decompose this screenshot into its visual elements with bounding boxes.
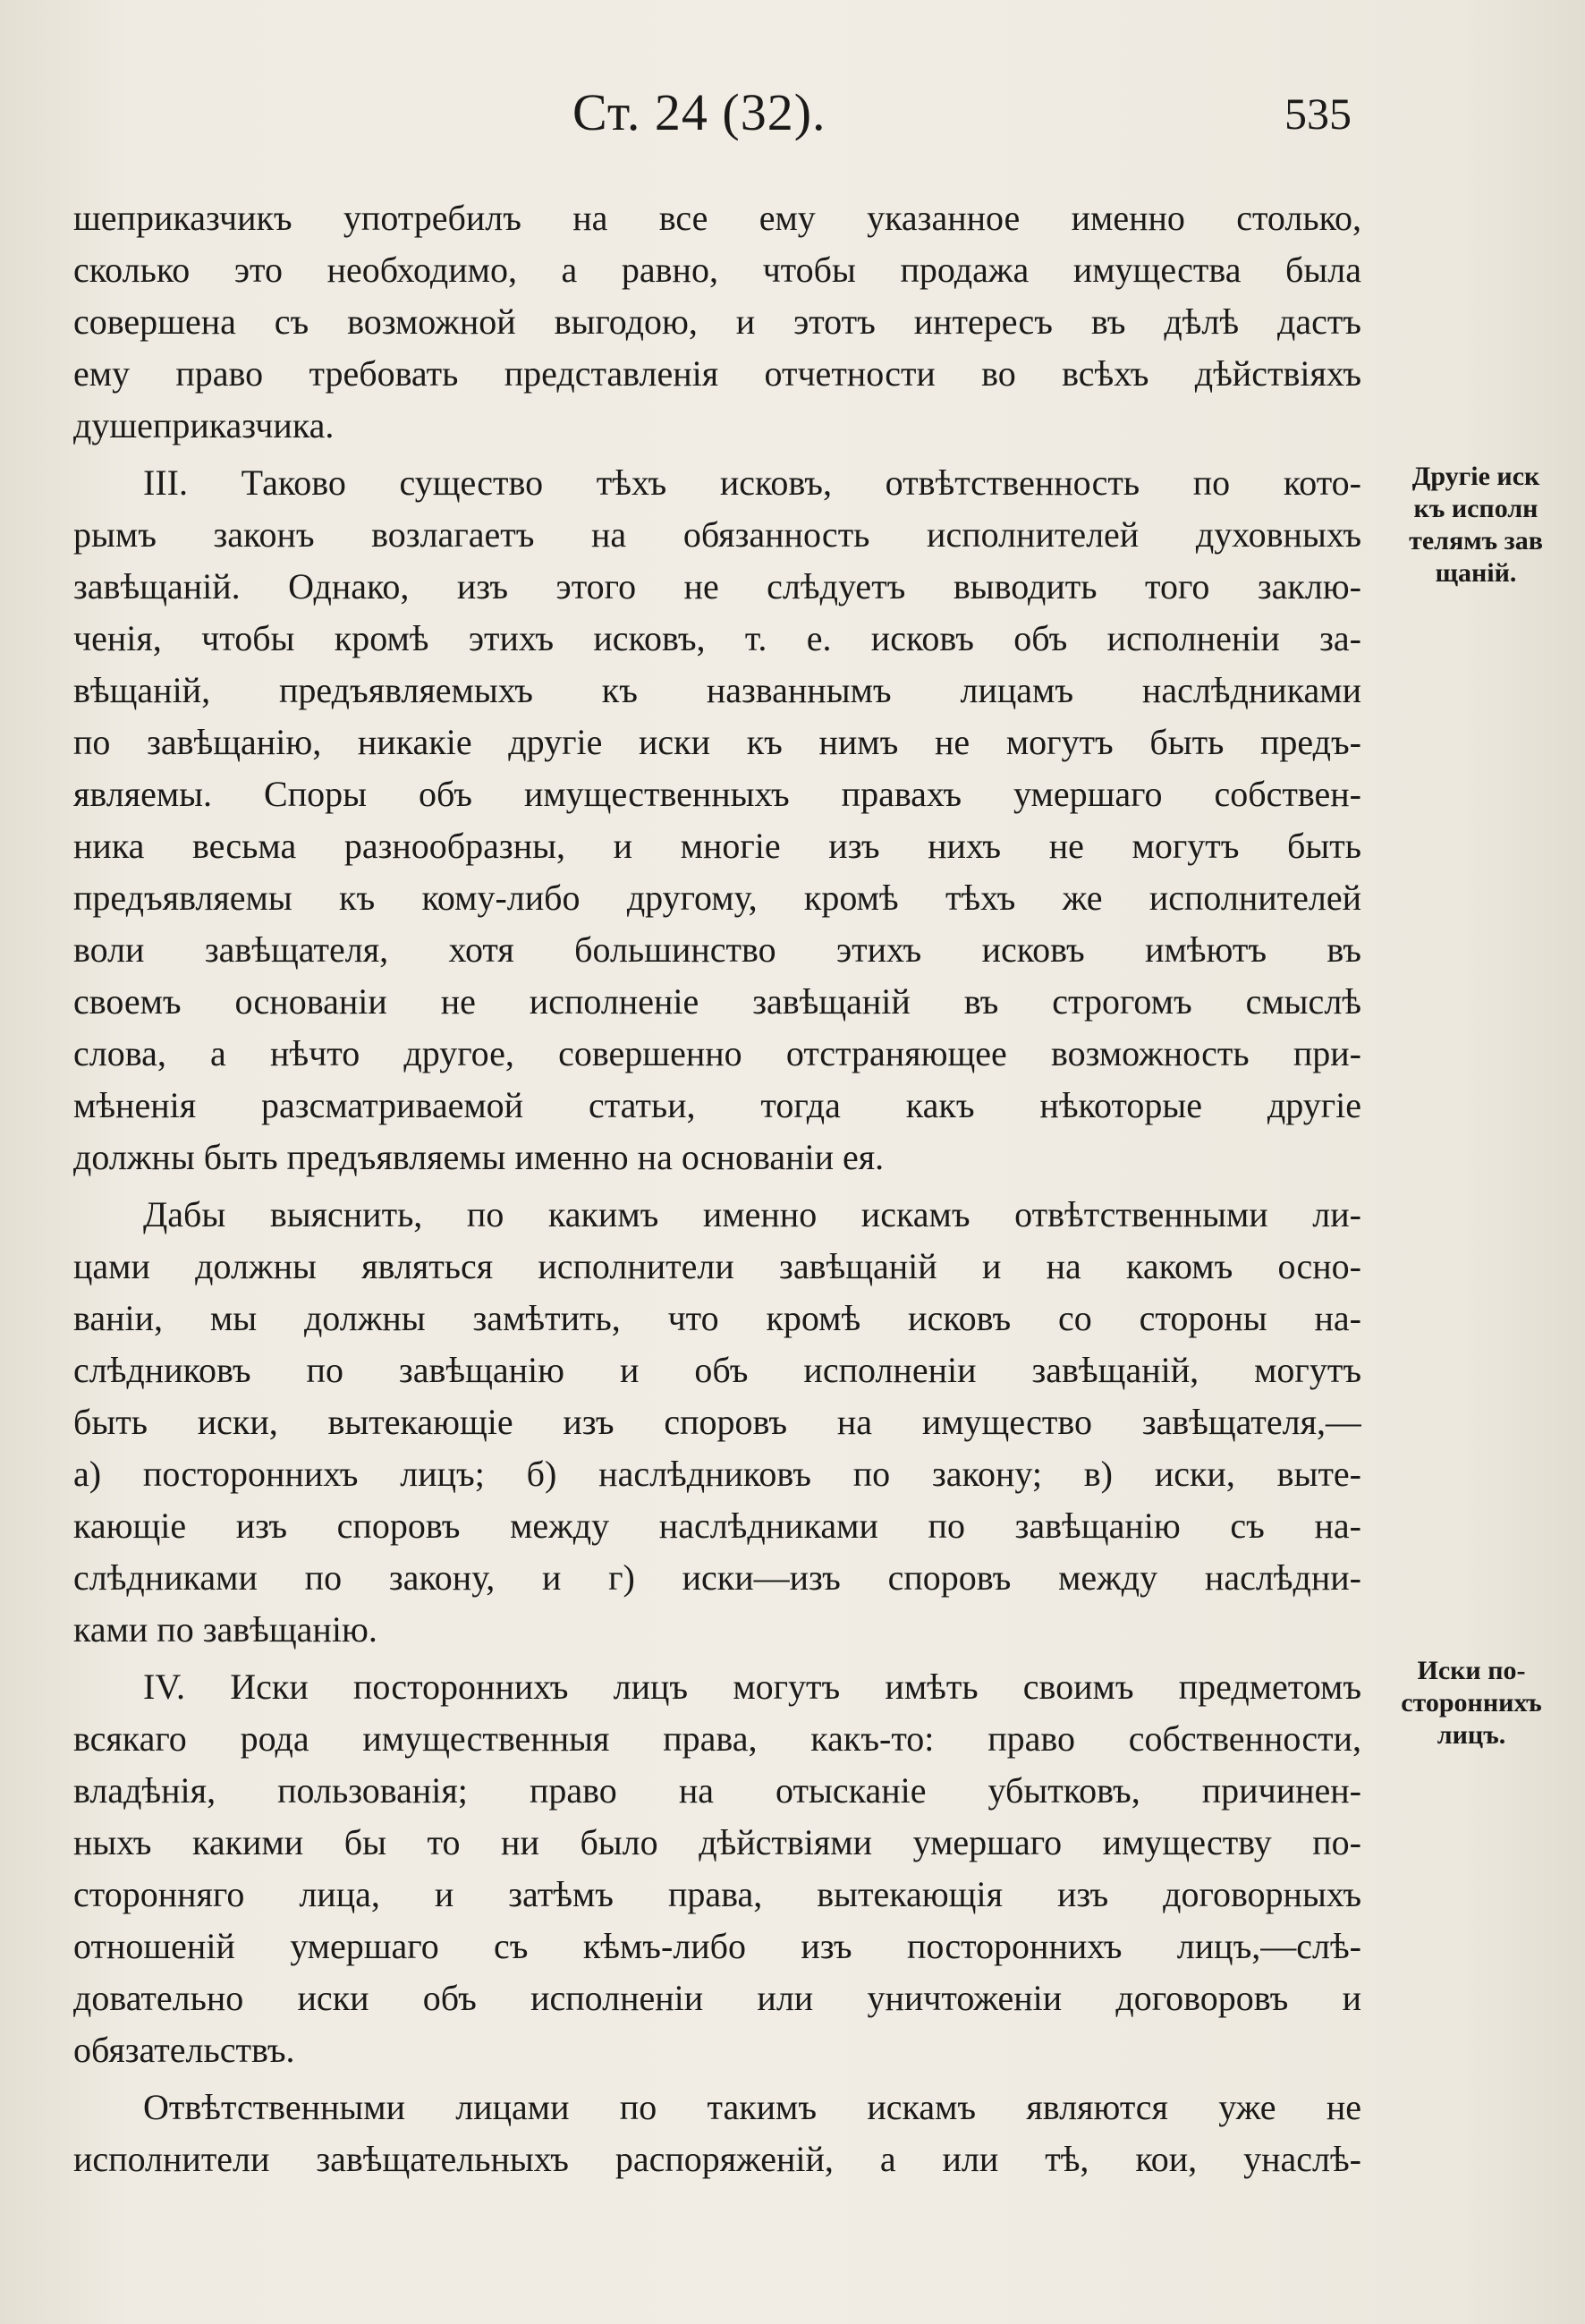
text-line: своемъ основаніи не исполненіе завѣщаній въ строгомъ смыслѣ <box>73 981 1361 1022</box>
margin-note-line: Другіе иск <box>1411 462 1540 491</box>
text-line: вѣщаній, предъявляемыхъ къ названнымъ лицамъ наслѣдниками <box>73 670 1361 710</box>
text-line: слова, а нѣчто другое, совершенно отстраняющее возможность при- <box>73 1033 1361 1073</box>
page-number: 535 <box>1284 89 1352 139</box>
text-line: являемы. Споры объ имущественныхъ правахъ умершаго собствен- <box>73 774 1361 814</box>
text-line: совершена съ возможной выгодою, и этотъ интересъ въ дѣлѣ дастъ <box>73 301 1361 342</box>
text-line: IV. Иски постороннихъ лицъ могутъ имѣть своимъ предметомъ <box>143 1667 1361 1707</box>
text-line: обязательствъ. <box>73 2030 295 2070</box>
text-line: довательно иски объ исполненіи или уничтоженіи договоровъ и <box>73 1978 1361 2018</box>
text-line: владѣнія, пользованія; право на отысканіе убытковъ, причинен- <box>73 1770 1361 1811</box>
text-line: мѣненія разсматриваемой статьи, тогда какъ нѣкоторые другіе <box>73 1085 1361 1125</box>
text-line: ваніи, мы должны замѣтить, что кромѣ исковъ со стороны на- <box>73 1298 1361 1338</box>
text-line: быть иски, вытекающіе изъ споровъ на имущество завѣщателя,— <box>73 1402 1361 1442</box>
body-text <box>73 192 1361 2185</box>
text-line: Отвѣтственными лицами по такимъ искамъ являются уже не <box>143 2087 1361 2127</box>
margin-note-other-claims <box>1382 461 1570 589</box>
text-line: ему право требовать представленія отчетности во всѣхъ дѣйствіяхъ <box>73 353 1361 394</box>
text-line: должны быть предъявляемы именно на основаніи ея. <box>73 1137 885 1177</box>
text-line: по завѣщанію, никакіе другіе иски къ нимъ не могутъ быть предъ- <box>73 722 1361 762</box>
text-line: воли завѣщателя, хотя большинство этихъ исковъ имѣютъ въ <box>73 929 1361 970</box>
text-line: предъявляемы къ кому-либо другому, кромѣ тѣхъ же исполнителей <box>73 878 1361 918</box>
text-line: кающіе изъ споровъ между наслѣдниками по завѣщанію съ на- <box>73 1506 1361 1546</box>
text-line: ника весьма разнообразны, и многіе изъ нихъ не могутъ быть <box>73 826 1361 866</box>
margin-note-line: къ исполн <box>1413 494 1538 523</box>
text-line: душеприказчика. <box>73 405 335 445</box>
text-line: сколько это необходимо, а равно, чтобы продажа имущества была <box>73 250 1361 290</box>
text-line: шеприказчикъ употребилъ на все ему указанное именно столько, <box>73 198 1361 238</box>
article-header: Ст. 24 (32). <box>572 83 826 141</box>
text-line: а) постороннихъ лицъ; б) наслѣдниковъ по закону; в) иски, выте- <box>73 1454 1361 1494</box>
margin-note-line: стороннихъ <box>1401 1688 1542 1718</box>
text-line: ченія, чтобы кромѣ этихъ исковъ, т. е. исковъ объ исполненіи за- <box>73 618 1361 658</box>
margin-note-line: лицъ. <box>1437 1720 1506 1750</box>
margin-note-line: щаній. <box>1435 558 1517 588</box>
margin-note-line: Иски по- <box>1417 1656 1526 1685</box>
text-line: III. Таково существо тѣхъ исковъ, отвѣтственность по кото- <box>143 462 1361 503</box>
text-line: слѣдниковъ по завѣщанію и объ исполненіи завѣщаній, могутъ <box>73 1350 1361 1390</box>
text-line: слѣдниками по закону, и г) иски—изъ споровъ между наслѣдни- <box>73 1557 1361 1598</box>
text-line: ками по завѣщанію. <box>73 1609 377 1650</box>
text-line: Дабы выяснить, по какимъ именно искамъ отвѣтственными ли- <box>143 1194 1361 1234</box>
text-line: сторонняго лица, и затѣмъ права, вытекающія изъ договорныхъ <box>73 1874 1361 1914</box>
text-line: цами должны являться исполнители завѣщаній и на какомъ осно- <box>73 1246 1361 1286</box>
text-line: рымъ законъ возлагаетъ на обязанность исполнителей духовныхъ <box>73 514 1361 555</box>
text-line: всякаго рода имущественныя права, какъ-то: право собственности, <box>73 1718 1361 1759</box>
text-line: исполнители завѣщательныхъ распоряженій, а или тѣ, кои, унаслѣ- <box>73 2139 1361 2179</box>
margin-note-line: телямъ зав <box>1409 526 1543 556</box>
text-line: ныхъ какими бы то ни было дѣйствіями умершаго имуществу по- <box>73 1822 1361 1862</box>
text-line: завѣщаній. Однако, изъ этого не слѣдуетъ выводить того заклю- <box>73 566 1361 606</box>
text-line: отношеній умершаго съ кѣмъ-либо изъ постороннихъ лицъ,—слѣ- <box>73 1926 1361 1966</box>
margin-note-third-party-claims <box>1377 1655 1565 1751</box>
